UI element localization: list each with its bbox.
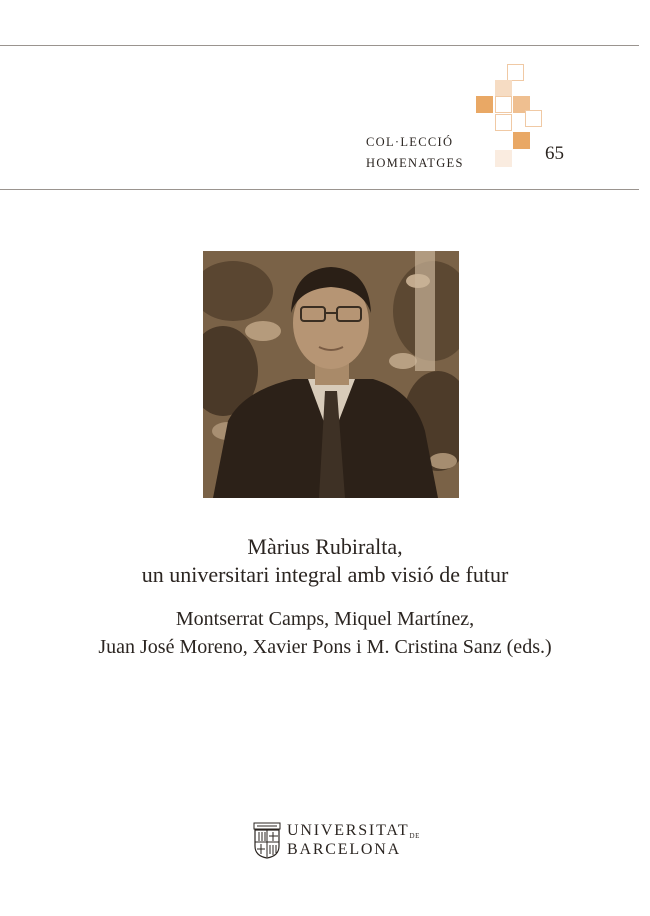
title-line-1: Màrius Rubiralta, xyxy=(247,534,403,559)
title-line-2: un universitari integral amb visió de futur xyxy=(141,562,509,587)
publisher-word-de: DE xyxy=(409,832,420,840)
publisher-word-1: UNIVERSITAT xyxy=(287,822,410,839)
university-crest-icon xyxy=(253,822,281,859)
publisher-name xyxy=(287,822,420,859)
series-number: 65 xyxy=(545,143,564,164)
book-editors xyxy=(0,605,650,661)
series-line-1: COL·LECCIÓ xyxy=(366,135,454,149)
book-title xyxy=(0,533,650,589)
editors-line-2: Juan José Moreno, Xavier Pons i M. Cristina Sanz (eds.) xyxy=(98,636,552,658)
publisher-line-2: BARCELONA xyxy=(287,841,401,858)
portrait-photo xyxy=(203,251,459,498)
top-rule xyxy=(0,45,639,46)
publisher-logo xyxy=(253,821,420,861)
publisher-line-1 xyxy=(287,822,420,840)
series-line-2: HOMENATGES xyxy=(366,156,464,170)
editors-line-1: Montserrat Camps, Miquel Martínez, xyxy=(175,608,475,630)
series-name xyxy=(366,132,464,174)
decorative-squares xyxy=(476,62,546,170)
bottom-rule xyxy=(0,189,639,190)
